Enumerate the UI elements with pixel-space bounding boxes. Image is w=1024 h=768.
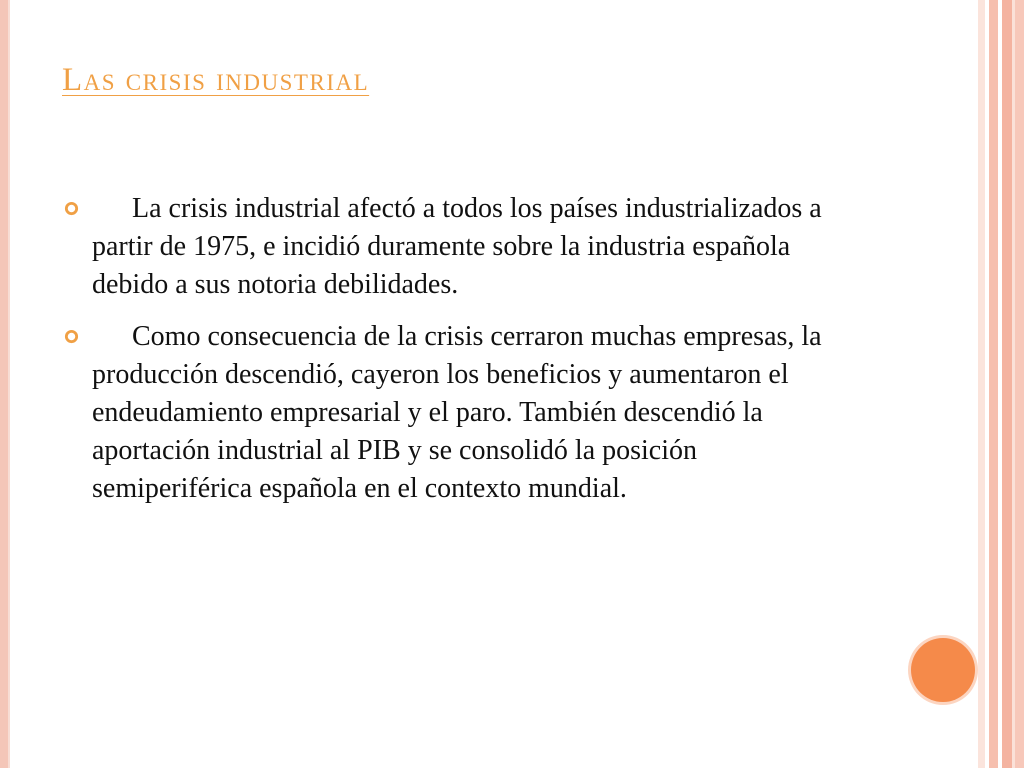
bullet-list [62, 190, 862, 522]
bullet-text-2: Como consecuencia de la crisis cerraron muchas empresas, la producción descendió, cayeron los beneficios y aumentaron el endeudamiento empresarial y el paro. También descendió la aportación industrial al PIB y se consolidó la posición semiperiférica española en el contexto mundial. [92, 321, 822, 504]
bullet-text-1: La crisis industrial afectó a todos los países industrializados a partir de 1975, e incidió duramente sobre la industria española debido a sus notoria debilidades. [92, 193, 822, 300]
right-decorative-stripes [978, 0, 1024, 768]
decorative-orange-circle [911, 638, 975, 702]
left-decorative-border [0, 0, 8, 768]
bullet-item-2 [62, 318, 862, 508]
slide-title: Las crisis industrial [62, 62, 370, 98]
bullet-item-1 [62, 190, 862, 304]
hollow-circle-bullet-icon [64, 329, 79, 344]
hollow-circle-bullet-icon [64, 201, 79, 216]
